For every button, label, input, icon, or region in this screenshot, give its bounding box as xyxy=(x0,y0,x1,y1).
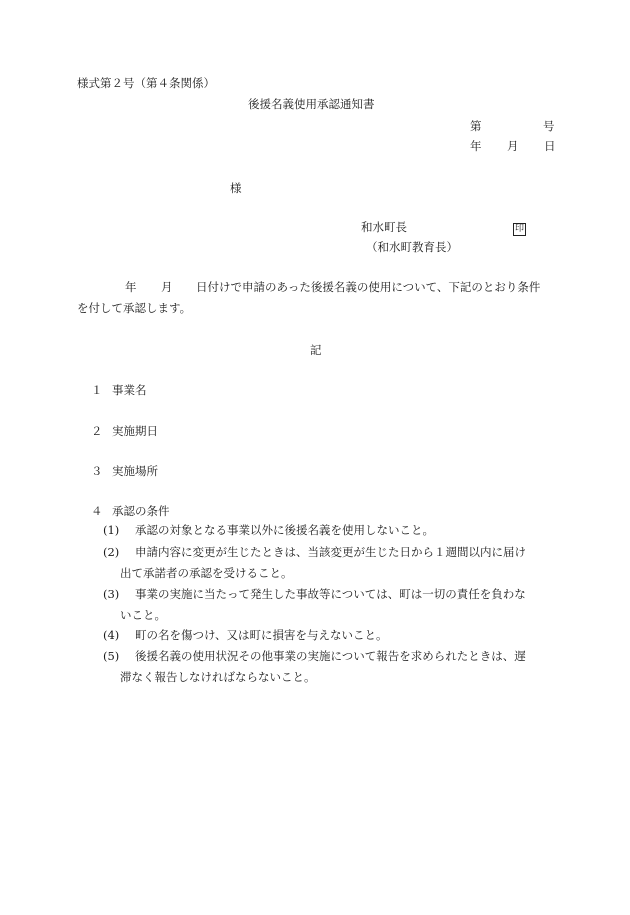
condition-number: (1) xyxy=(103,523,120,537)
body-text-line2: を付して承認します。 xyxy=(77,301,192,315)
item-label-conditions: 承認の条件 xyxy=(112,504,170,518)
seal-mark xyxy=(513,219,526,236)
condition-number: (3) xyxy=(103,587,120,601)
doc-number-suffix: 号 xyxy=(543,119,555,133)
item-number: １ xyxy=(91,383,103,397)
item-label-project-name: 事業名 xyxy=(112,383,147,397)
form-label: 様式第２号（第４条関係） xyxy=(77,76,215,90)
doc-number-prefix: 第 xyxy=(470,119,482,133)
condition-number: (4) xyxy=(103,628,120,642)
item-number: ３ xyxy=(91,464,103,478)
issuer-alt: （和水町教育長） xyxy=(366,240,458,254)
ki-heading: 記 xyxy=(310,343,322,357)
body-text-line1: 日付けで申請のあった後援名義の使用について、下記のとおり条件 xyxy=(196,280,541,294)
seal-box: 印 xyxy=(514,224,524,234)
item-number: ４ xyxy=(91,504,103,518)
condition-text-line1: 後援名義の使用状況その他事業の実施について報告を求められたときは、遅 xyxy=(135,649,526,663)
date-day: 日 xyxy=(544,139,556,153)
condition-number: (5) xyxy=(103,649,120,663)
condition-text-line2: いこと。 xyxy=(120,608,166,622)
condition-text-line1: 申請内容に変更が生じたときは、当該変更が生じた日から１週間以内に届け xyxy=(135,545,526,559)
issuer-name: 和水町長 xyxy=(361,220,407,234)
date-month: 月 xyxy=(507,139,519,153)
document-title: 後援名義使用承認通知書 xyxy=(248,97,375,111)
condition-text-line1: 事業の実施に当たって発生した事故等については、町は一切の責任を負わな xyxy=(135,587,526,601)
condition-text-line1: 町の名を傷つけ、又は町に損害を与えないこと。 xyxy=(135,628,388,642)
body-date-month: 月 xyxy=(161,280,173,294)
condition-text-line2: 滞なく報告しなければならないこと。 xyxy=(120,670,316,684)
date-year: 年 xyxy=(470,139,482,153)
item-label-place: 実施場所 xyxy=(112,464,158,478)
item-label-date: 実施期日 xyxy=(112,424,158,438)
body-date-year: 年 xyxy=(125,280,137,294)
item-number: ２ xyxy=(91,424,103,438)
condition-text-line2: 出て承諾者の承認を受けること。 xyxy=(120,566,293,580)
condition-number: (2) xyxy=(103,545,120,559)
addressee-suffix: 様 xyxy=(230,181,242,195)
condition-text-line1: 承認の対象となる事業以外に後援名義を使用しないこと。 xyxy=(135,523,434,537)
